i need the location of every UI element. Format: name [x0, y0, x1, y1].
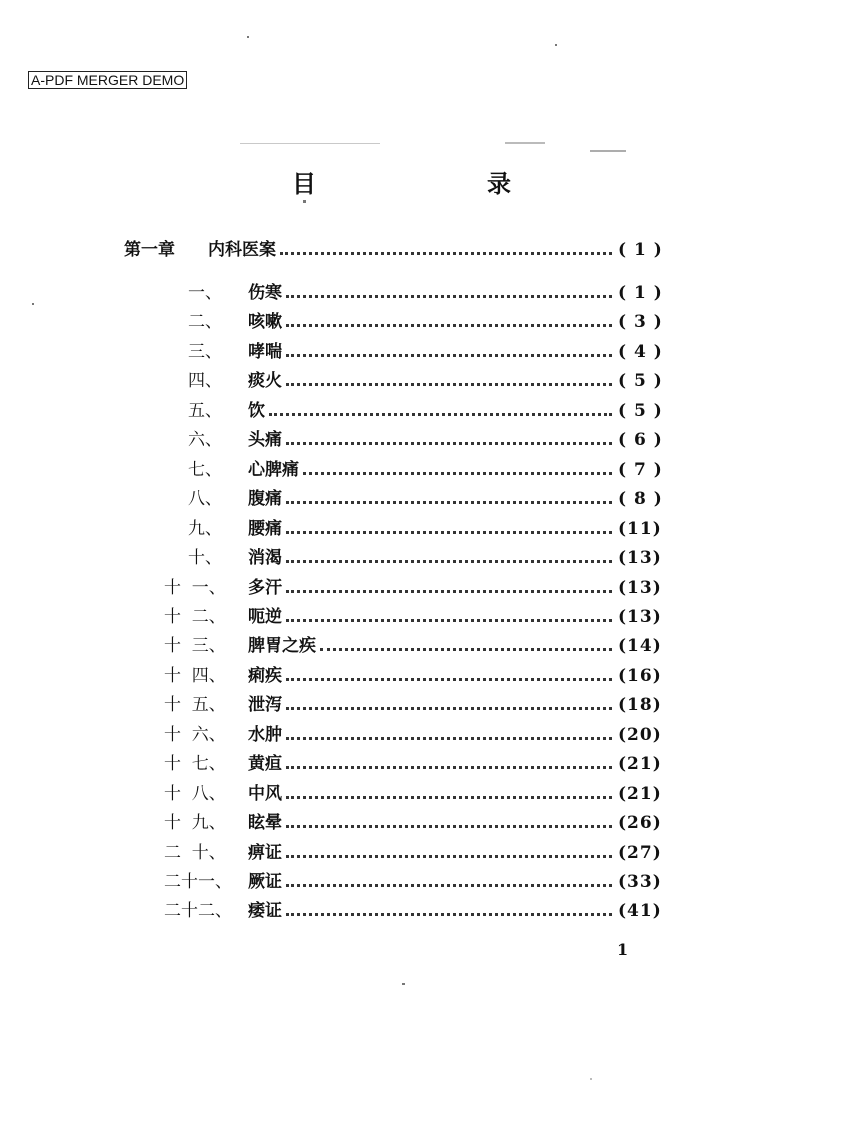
page-title	[0, 164, 866, 196]
toc-entry-row	[0, 546, 866, 570]
entry-name: 心脾痛	[248, 460, 299, 480]
scan-speck	[590, 1078, 592, 1080]
watermark-label: A-PDF MERGER DEMO	[28, 71, 187, 89]
scan-speck	[247, 36, 249, 38]
entry-number: 十 二、	[164, 607, 226, 627]
entry-name: 腰痛	[248, 519, 282, 539]
scan-speck	[590, 150, 626, 152]
dot-leader	[286, 439, 612, 445]
entry-name: 痿证	[248, 901, 282, 921]
entry-number: 十 四、	[164, 666, 226, 686]
entry-page: (26)	[618, 813, 662, 833]
toc-entry-row	[0, 870, 866, 894]
entry-number: 十 八、	[164, 784, 226, 804]
entry-number: 十 七、	[164, 754, 226, 774]
toc-entry-row	[0, 841, 866, 865]
entry-page: (11)	[618, 519, 662, 539]
toc-entry-row	[0, 752, 866, 776]
title-char-1: 目	[292, 169, 316, 198]
toc-entry-row	[0, 517, 866, 541]
entry-number: 三、	[188, 342, 222, 362]
entry-name: 泄泻	[248, 695, 282, 715]
entry-page: ( 8 )	[618, 489, 663, 509]
dot-leader	[286, 557, 612, 563]
toc-entry-row	[0, 310, 866, 334]
dot-leader	[286, 704, 612, 710]
entry-number: 十 六、	[164, 725, 226, 745]
entry-page: (21)	[618, 754, 662, 774]
dot-leader	[286, 616, 612, 622]
entry-name: 水肿	[248, 725, 282, 745]
dot-leader	[320, 645, 612, 651]
page-number: 1	[617, 940, 629, 959]
dot-leader	[303, 469, 612, 475]
entry-page: (41)	[618, 901, 662, 921]
dot-leader	[286, 498, 612, 504]
entry-name: 头痛	[248, 430, 282, 450]
toc-entry-row	[0, 458, 866, 482]
scan-speck	[303, 200, 306, 203]
entry-page: ( 7 )	[618, 460, 663, 480]
entry-name: 呃逆	[248, 607, 282, 627]
entry-name: 中风	[248, 784, 282, 804]
entry-number: 二、	[188, 312, 222, 332]
toc-entry-row	[0, 605, 866, 629]
entry-page: (16)	[618, 666, 662, 686]
toc-entry-row	[0, 399, 866, 423]
entry-number: 五、	[188, 401, 222, 421]
entry-number: 十 五、	[164, 695, 226, 715]
entry-page: (27)	[618, 843, 662, 863]
entry-page: ( 1 )	[618, 283, 663, 303]
dot-leader	[286, 881, 612, 887]
chapter-number: 第一章	[124, 240, 175, 260]
title-char-2: 录	[487, 169, 511, 198]
toc-entry-row	[0, 723, 866, 747]
toc-entry-row	[0, 664, 866, 688]
dot-leader	[286, 587, 612, 593]
entry-page: (20)	[618, 725, 662, 745]
entry-number: 十、	[188, 548, 222, 568]
dot-leader	[286, 734, 612, 740]
chapter-page: ( 1 )	[618, 240, 663, 260]
dot-leader	[269, 410, 612, 416]
scan-speck	[240, 143, 380, 144]
entry-name: 消渴	[248, 548, 282, 568]
dot-leader	[286, 675, 612, 681]
entry-name: 饮	[248, 401, 265, 421]
dot-leader	[286, 822, 612, 828]
toc-entry-row	[0, 369, 866, 393]
entry-name: 厥证	[248, 872, 282, 892]
entry-number: 九、	[188, 519, 222, 539]
entry-page: ( 3 )	[618, 312, 663, 332]
chapter-name: 内科医案	[208, 240, 276, 260]
entry-number: 六、	[188, 430, 222, 450]
entry-name: 多汗	[248, 578, 282, 598]
dot-leader	[286, 528, 612, 534]
entry-page: ( 4 )	[618, 342, 663, 362]
entry-name: 脾胃之疾	[248, 636, 316, 656]
scan-speck	[505, 142, 545, 144]
dot-leader	[286, 793, 612, 799]
entry-page: (21)	[618, 784, 662, 804]
dot-leader	[286, 910, 612, 916]
entry-name: 黄疸	[248, 754, 282, 774]
entry-name: 眩晕	[248, 813, 282, 833]
scan-speck	[32, 303, 34, 305]
dot-leader	[286, 763, 612, 769]
toc-entry-row	[0, 811, 866, 835]
entry-number: 二十一、	[164, 872, 232, 892]
scan-speck	[555, 44, 557, 46]
dot-leader	[280, 249, 612, 255]
entry-name: 痰火	[248, 371, 282, 391]
dot-leader	[286, 852, 612, 858]
toc-entry-row	[0, 487, 866, 511]
dot-leader	[286, 351, 612, 357]
toc-chapter-row	[0, 238, 866, 262]
entry-name: 哮喘	[248, 342, 282, 362]
entry-page: ( 6 )	[618, 430, 663, 450]
toc-entry-row	[0, 693, 866, 717]
entry-page: (18)	[618, 695, 662, 715]
entry-page: (13)	[618, 607, 662, 627]
entry-name: 痢疾	[248, 666, 282, 686]
dot-leader	[286, 321, 612, 327]
entry-number: 七、	[188, 460, 222, 480]
entry-name: 伤寒	[248, 283, 282, 303]
toc-entry-row	[0, 634, 866, 658]
entry-page: (14)	[618, 636, 662, 656]
entry-number: 二十二、	[164, 901, 232, 921]
entry-number: 一、	[188, 283, 222, 303]
entry-page: ( 5 )	[618, 401, 663, 421]
dot-leader	[286, 292, 612, 298]
entry-number: 二 十、	[164, 843, 226, 863]
toc-entry-row	[0, 340, 866, 364]
toc-entry-row	[0, 899, 866, 923]
entry-name: 腹痛	[248, 489, 282, 509]
entry-number: 十 九、	[164, 813, 226, 833]
entry-number: 十 一、	[164, 578, 226, 598]
toc-entry-row	[0, 281, 866, 305]
entry-name: 痹证	[248, 843, 282, 863]
entry-name: 咳嗽	[248, 312, 282, 332]
entry-page: (33)	[618, 872, 662, 892]
entry-number: 十 三、	[164, 636, 226, 656]
toc-entry-row	[0, 782, 866, 806]
entry-number: 八、	[188, 489, 222, 509]
entry-page: (13)	[618, 548, 662, 568]
entry-number: 四、	[188, 371, 222, 391]
entry-page: (13)	[618, 578, 662, 598]
toc-entry-row	[0, 576, 866, 600]
dot-leader	[286, 380, 612, 386]
toc-entry-row	[0, 428, 866, 452]
scan-speck	[402, 983, 405, 985]
entry-page: ( 5 )	[618, 371, 663, 391]
